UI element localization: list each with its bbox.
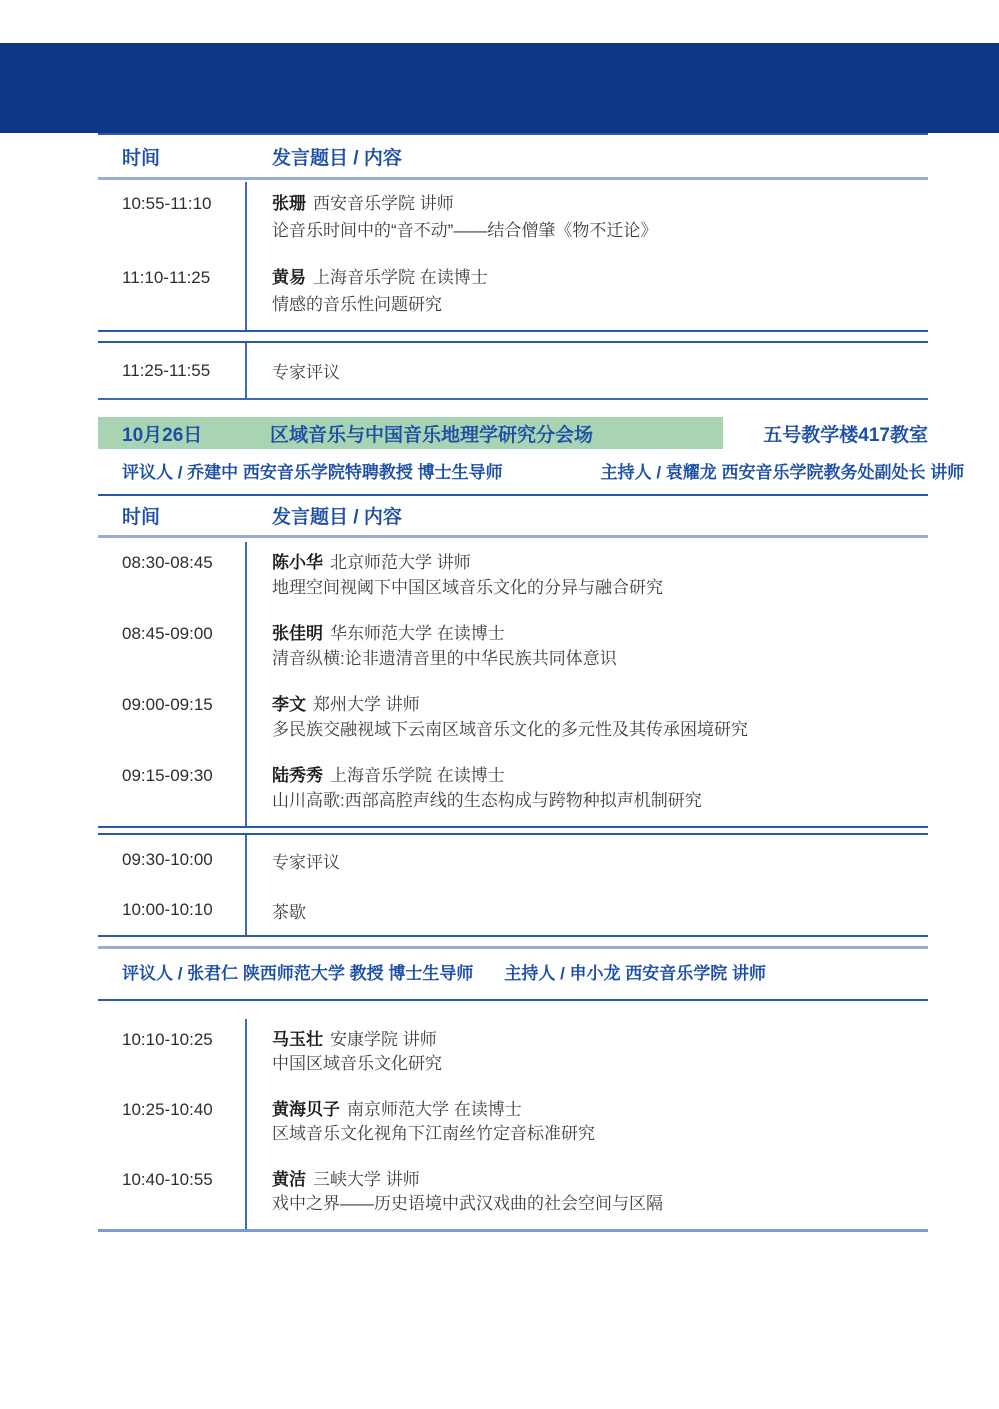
table-row xyxy=(98,343,928,398)
session-banner-row xyxy=(98,417,928,449)
column-header-time: 时间 xyxy=(122,507,161,528)
time-cell: 10:40-10:55 xyxy=(122,1170,213,1189)
time-cell: 08:30-08:45 xyxy=(122,553,213,572)
table-row xyxy=(98,885,928,935)
talk-title: 地理空间视阈下中国区域音乐文化的分异与融合研究 xyxy=(272,578,663,597)
table-2-header xyxy=(98,494,928,538)
session-table-3 xyxy=(98,999,928,1232)
activity-cell xyxy=(245,343,928,398)
speaker-name: 黄易 xyxy=(272,268,306,287)
speaker-name: 黄洁 xyxy=(272,1170,306,1189)
talk-title: 山川高歌:西部高腔声线的生态构成与跨物种拟声机制研究 xyxy=(272,791,702,810)
speaker-affiliation: 上海音乐学院 在读博士 xyxy=(330,766,505,785)
talk-title: 论音乐时间中的“音不动”——结合僧肇《物不迁论》 xyxy=(272,221,658,240)
time-cell: 10:25-10:40 xyxy=(122,1100,213,1119)
session-date: 10月26日 xyxy=(122,424,203,446)
speaker-affiliation: 上海音乐学院 在读博士 xyxy=(313,268,488,287)
speaker-affiliation: 华东师范大学 在读博士 xyxy=(330,624,505,643)
chairs-line-2 xyxy=(98,963,928,985)
speaker-name: 张佳明 xyxy=(272,624,323,643)
classroom-label: 五号教学楼417教室 xyxy=(763,424,928,446)
speaker-name: 张珊 xyxy=(272,194,306,213)
activity-cell xyxy=(245,885,928,935)
speaker-line xyxy=(272,763,920,788)
talk-title: 清音纵横:论非遗清音里的中华民族共同体意识 xyxy=(272,649,617,668)
session-banner xyxy=(98,417,723,449)
chairs-line-1 xyxy=(98,462,965,484)
time-cell: 10:55-11:10 xyxy=(122,194,212,213)
talk-title: 情感的音乐性问题研究 xyxy=(272,295,442,314)
talk-cell xyxy=(245,1089,928,1159)
expert-review-block-2 xyxy=(98,833,928,937)
table-row xyxy=(98,256,928,330)
talk-cell xyxy=(245,182,928,256)
time-cell: 09:30-10:00 xyxy=(122,850,213,869)
table-row xyxy=(98,182,928,256)
column-header-time: 时间 xyxy=(122,147,161,169)
speaker-affiliation: 三峡大学 讲师 xyxy=(313,1170,420,1189)
speaker-affiliation: 西安音乐学院 讲师 xyxy=(313,194,454,213)
talk-cell xyxy=(245,755,928,826)
table-3-body xyxy=(98,1001,928,1232)
table-row xyxy=(98,835,928,885)
table-1-body xyxy=(98,180,928,332)
activity-label: 茶歇 xyxy=(272,902,306,922)
talk-cell xyxy=(245,1159,928,1229)
table-2-body xyxy=(98,538,928,828)
speaker-affiliation: 南京师范大学 在读博士 xyxy=(347,1100,522,1119)
speaker-line xyxy=(272,692,920,717)
host-label: 主持人 / 袁耀龙 西安音乐学院教务处副处长 讲师 xyxy=(600,463,965,482)
expert-review-block-1 xyxy=(98,341,928,400)
table-1-header xyxy=(98,133,928,180)
speaker-name: 李文 xyxy=(272,695,306,714)
talk-title: 多民族交融视域下云南区域音乐文化的多元性及其传承困境研究 xyxy=(272,720,748,739)
schedule-page-content xyxy=(98,133,965,1232)
time-cell: 11:25-11:55 xyxy=(122,360,211,380)
table-row xyxy=(98,755,928,826)
section-divider-line xyxy=(98,946,928,949)
speaker-line xyxy=(272,264,920,291)
reviewer-label: 评议人 / 张君仁 陕西师范大学 教授 博士生导师 xyxy=(122,964,474,983)
speaker-name: 陈小华 xyxy=(272,553,323,572)
talk-cell xyxy=(245,684,928,755)
talk-cell xyxy=(245,542,928,613)
talk-title: 中国区域音乐文化研究 xyxy=(272,1054,442,1073)
talk-cell xyxy=(245,1019,928,1089)
speaker-name: 陆秀秀 xyxy=(272,766,323,785)
top-banner-bar xyxy=(0,43,999,133)
speaker-name: 黄海贝子 xyxy=(272,1100,340,1119)
session-title: 区域音乐与中国音乐地理学研究分会场 xyxy=(270,424,594,446)
talk-title: 区域音乐文化视角下江南丝竹定音标准研究 xyxy=(272,1124,595,1143)
time-cell: 09:15-09:30 xyxy=(122,766,213,785)
table-row xyxy=(98,1089,928,1159)
time-cell: 10:00-10:10 xyxy=(122,900,213,919)
session-table-1 xyxy=(98,133,928,332)
speaker-affiliation: 北京师范大学 讲师 xyxy=(330,553,471,572)
table-row xyxy=(98,613,928,684)
speaker-line xyxy=(272,1028,920,1052)
activity-label: 专家评议 xyxy=(272,363,340,382)
speaker-line xyxy=(272,621,920,646)
talk-cell xyxy=(245,613,928,684)
session-table-2 xyxy=(98,494,928,828)
speaker-line xyxy=(272,550,920,575)
talk-title: 戏中之界——历史语境中武汉戏曲的社会空间与区隔 xyxy=(272,1194,663,1213)
time-cell: 09:00-09:15 xyxy=(122,695,213,714)
table-row xyxy=(98,684,928,755)
time-cell: 08:45-09:00 xyxy=(122,624,213,643)
time-cell: 10:10-10:25 xyxy=(122,1030,213,1049)
column-header-topic: 发言题目 / 内容 xyxy=(272,507,402,528)
time-cell: 11:10-11:25 xyxy=(122,268,211,287)
speaker-line xyxy=(272,1098,920,1122)
column-header-topic: 发言题目 / 内容 xyxy=(272,147,402,169)
speaker-affiliation: 郑州大学 讲师 xyxy=(313,695,420,714)
reviewer-label: 评议人 / 乔建中 西安音乐学院特聘教授 博士生导师 xyxy=(122,463,503,482)
host-label: 主持人 / 申小龙 西安音乐学院 讲师 xyxy=(504,964,766,983)
speaker-name: 马玉壮 xyxy=(272,1030,323,1049)
speaker-line xyxy=(272,1168,920,1192)
speaker-line xyxy=(272,190,920,217)
activity-cell xyxy=(245,835,928,885)
table-row xyxy=(98,1019,928,1089)
speaker-affiliation: 安康学院 讲师 xyxy=(330,1030,437,1049)
table-row xyxy=(98,542,928,613)
talk-cell xyxy=(245,256,928,330)
table-row xyxy=(98,1159,928,1229)
activity-label: 专家评议 xyxy=(272,852,340,872)
